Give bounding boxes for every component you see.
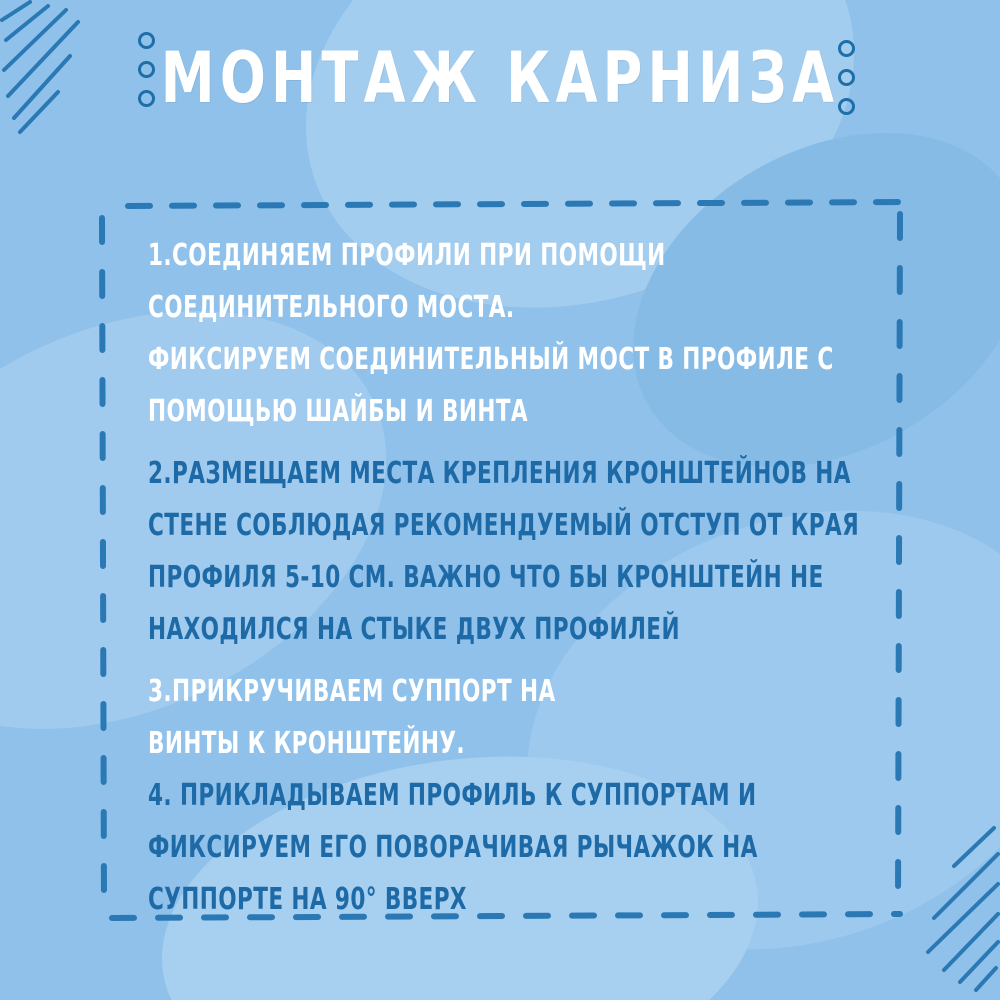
step-4 — [148, 770, 908, 926]
step-3 — [148, 666, 908, 770]
step-line: 4. ПРИКЛАДЫВАЕМ ПРОФИЛЬ К СУППОРТАМ И — [148, 778, 757, 813]
step-line: СОЕДИНИТЕЛЬНОГО МОСТА. — [148, 290, 515, 325]
step-1 — [148, 230, 908, 438]
step-line: 1.СОЕДИНЯЕМ ПРОФИЛИ ПРИ ПОМОЩИ — [148, 238, 666, 273]
step-line: СУППОРТЕ НА 90° ВВЕРХ — [148, 882, 467, 917]
step-line: СТЕНЕ СОБЛЮДАЯ РЕКОМЕНДУЕМЫЙ ОТСТУП ОТ КРАЯ — [148, 508, 860, 543]
step-2 — [148, 448, 908, 656]
step-line: НАХОДИЛСЯ НА СТЫКЕ ДВУХ ПРОФИЛЕЙ — [148, 612, 680, 647]
step-line: ПОМОЩЬЮ ШАЙБЫ И ВИНТА — [148, 394, 529, 429]
step-line: 2.РАЗМЕЩАЕМ МЕСТА КРЕПЛЕНИЯ КРОНШТЕЙНОВ НА — [148, 456, 851, 491]
instructions — [148, 230, 908, 926]
step-line: ФИКСИРУЕМ СОЕДИНИТЕЛЬНЫЙ МОСТ В ПРОФИЛЕ С — [148, 342, 834, 377]
step-line: ФИКСИРУЕМ ЕГО ПОВОРАЧИВАЯ РЫЧАЖОК НА — [148, 830, 758, 865]
page-title: МОНТАЖ КАРНИЗА — [160, 37, 840, 119]
step-line: ПРОФИЛЯ 5-10 СМ. ВАЖНО ЧТО БЫ КРОНШТЕЙН НЕ — [148, 560, 824, 595]
step-line: ВИНТЫ К КРОНШТЕЙНУ. — [148, 726, 466, 761]
step-line: 3.ПРИКРУЧИВАЕМ СУППОРТ НА — [148, 674, 556, 709]
